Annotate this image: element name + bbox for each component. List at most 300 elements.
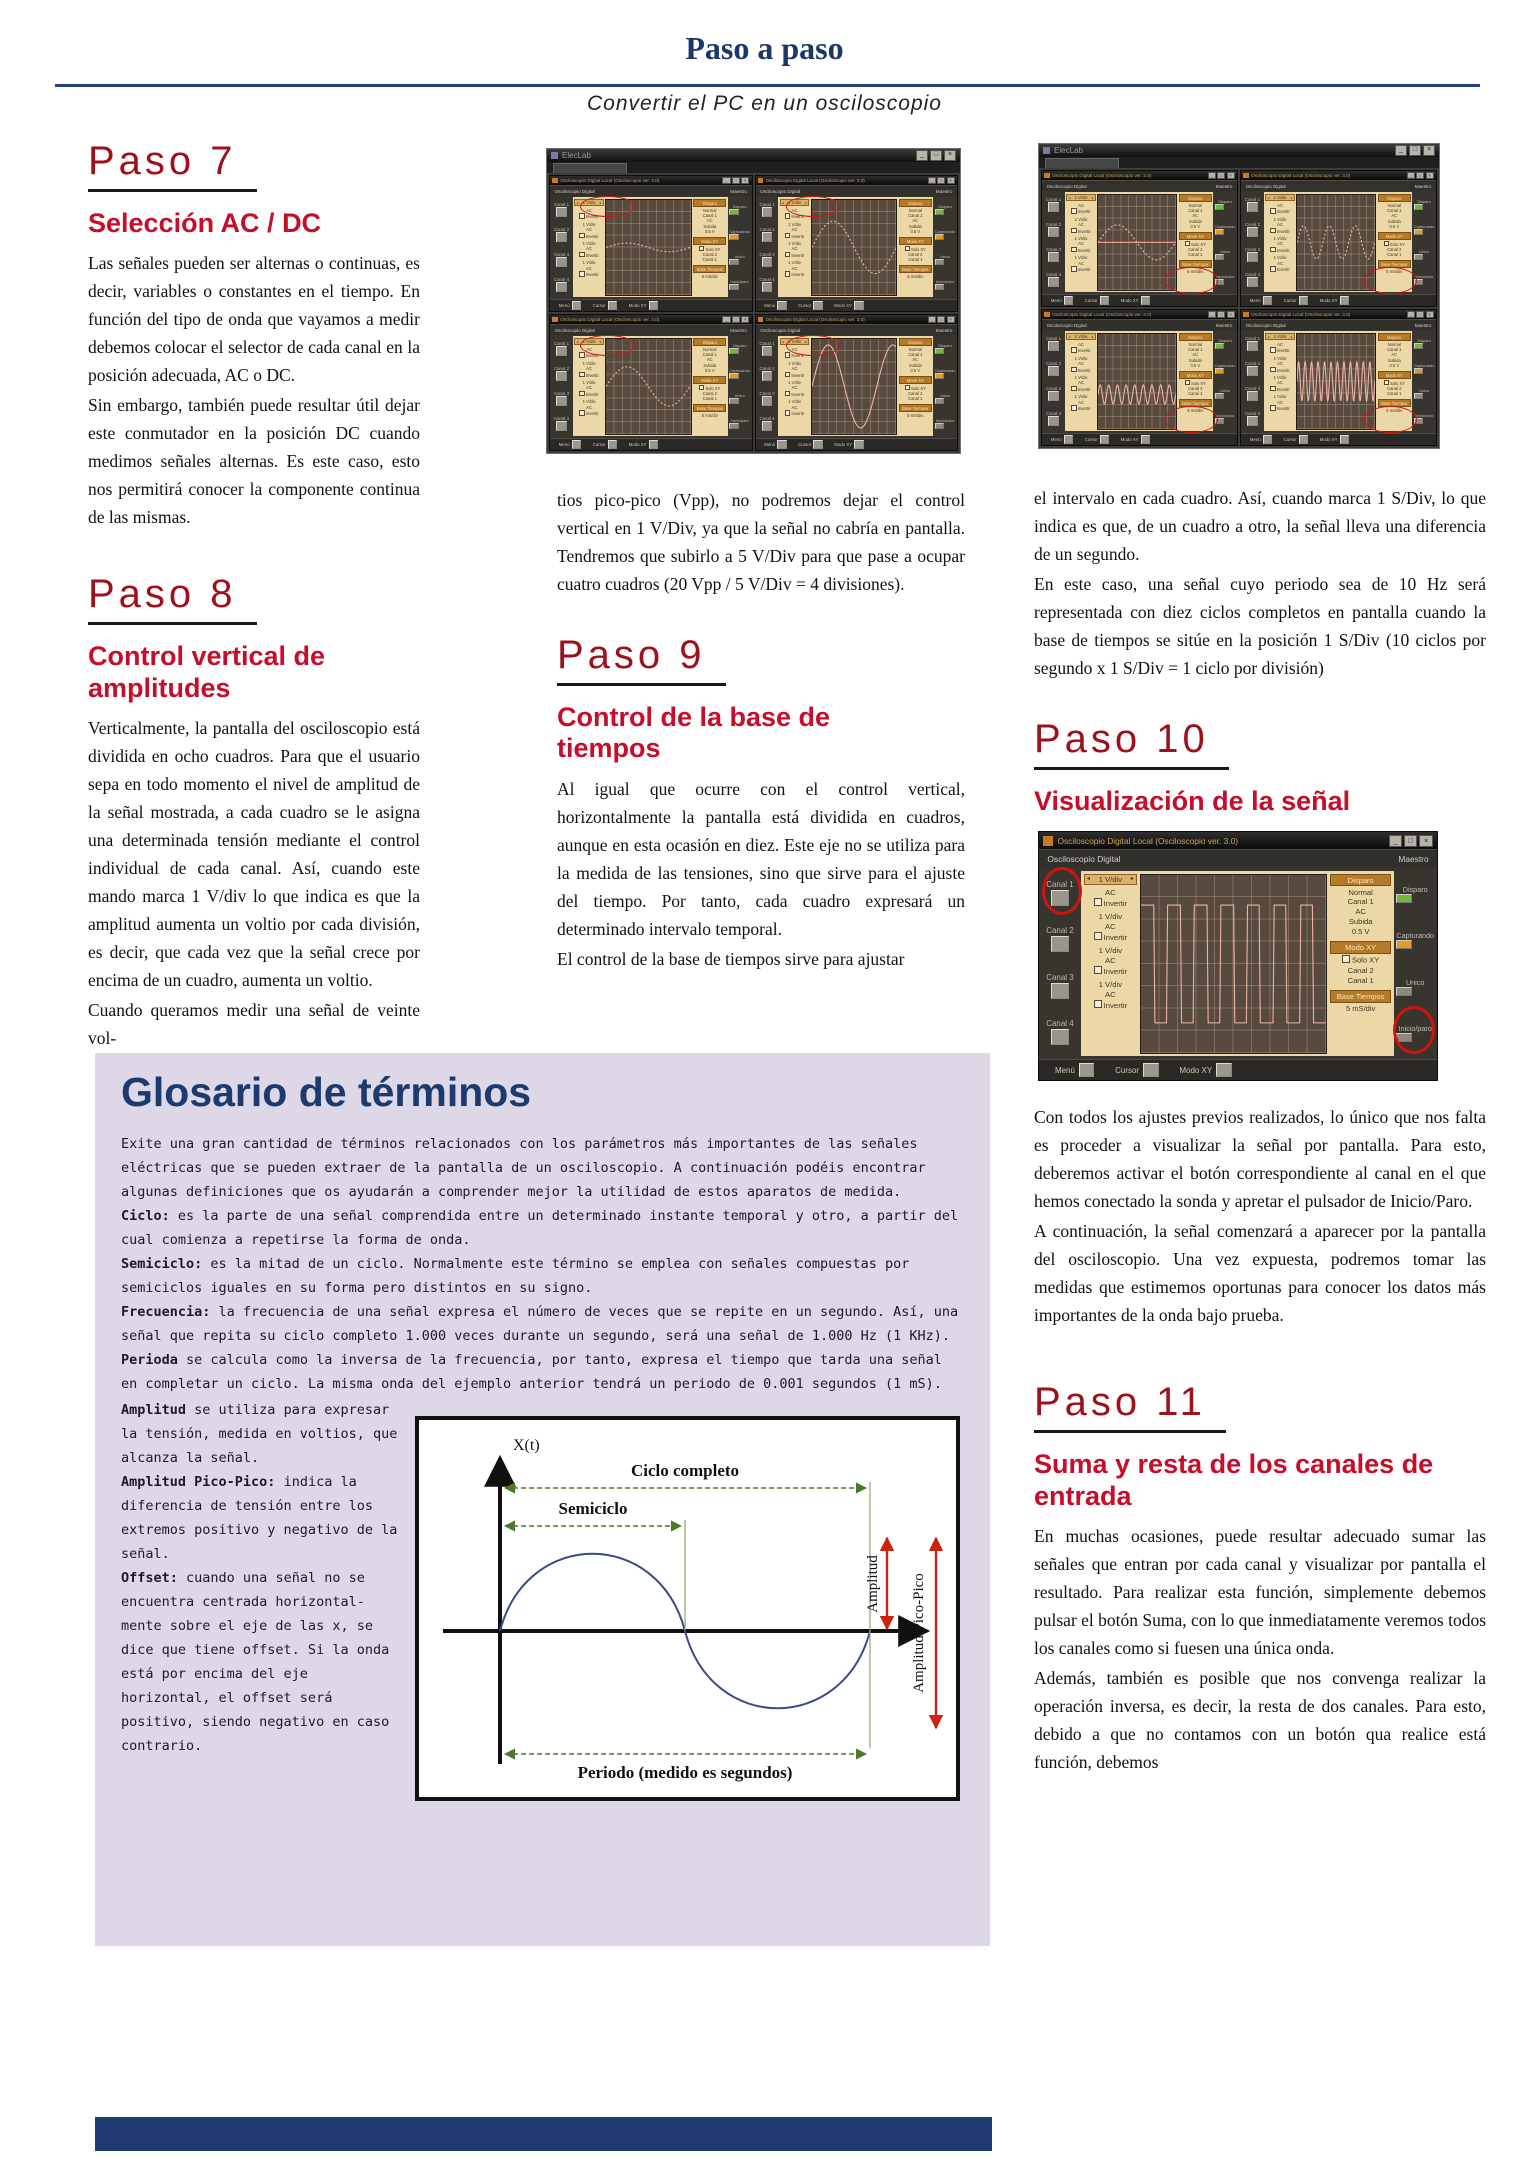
- modo-xy-button: Modo XY: [834, 440, 864, 449]
- minimize-icon: _: [1407, 172, 1415, 179]
- disparo-section: Disparo Normal Canal 1 AC Subida 0.5 V: [693, 338, 726, 373]
- vdiv-dropdown: ◄ 1 V/div ►: [575, 200, 603, 206]
- annotation-ellipse: [1364, 406, 1417, 434]
- scope-body: [756, 335, 958, 438]
- gray-button: [935, 284, 945, 290]
- menu-button: Menú: [559, 440, 582, 449]
- canal-4-button: [1051, 1029, 1069, 1045]
- canal-2-settings: 1 V/div AC Invertir: [1084, 912, 1138, 943]
- solo-xy-checkbox: [1185, 380, 1190, 385]
- status-column: [729, 336, 750, 436]
- app-icon: [758, 178, 764, 184]
- window-titlebar: [550, 176, 752, 185]
- modo-xy-section: Modo XY Solo XY Canal 2 Canal 1: [1378, 232, 1411, 258]
- inicio-paro-button: Inicio/paro: [1396, 1024, 1434, 1042]
- modo-xy-button: Modo XY: [1320, 435, 1350, 444]
- close-icon: ×: [1227, 172, 1235, 179]
- outer-app-icon: [1043, 147, 1050, 154]
- cursor-button: Cursor: [798, 440, 823, 449]
- solo-xy-checkbox: [699, 385, 704, 390]
- paso8-paragraph: Cuando queramos medir una señal de veinte vol-: [88, 999, 420, 1048]
- bottom-toolbar: [756, 299, 958, 311]
- gray-button: [729, 423, 739, 429]
- window-title: Osciloscopio Digital Local (Osciloscopio ver. 3.0): [1057, 835, 1239, 846]
- solo-xy-checkbox: [905, 385, 910, 390]
- arrow-left-icon: ◄: [1067, 334, 1071, 339]
- disparo-section: Disparo Normal Canal 1 AC Subida 0.5 V: [899, 338, 932, 373]
- menu-button: Menú: [1051, 296, 1074, 305]
- close-icon: ×: [741, 316, 749, 323]
- inicio-paro-button: Inicio/paro: [729, 279, 750, 290]
- paso8-heading: Paso 8: [88, 573, 420, 625]
- channel-column: [552, 336, 572, 436]
- base-tiempos-section: Base Tiempos 5 mS/div: [693, 404, 726, 418]
- invert-checkbox: [1094, 898, 1102, 906]
- menu-button: Menú: [1055, 1063, 1094, 1077]
- arrow-right-icon: ►: [1091, 195, 1095, 200]
- cursor-button: Cursor: [593, 301, 618, 310]
- outer-app-icon: [551, 152, 558, 159]
- outer-window-controls: _ □ ×: [1395, 145, 1435, 156]
- canal-1-button: [1048, 202, 1059, 212]
- invert-checkbox: [785, 213, 790, 218]
- outer-window-titlebar: ElecLab _ □ ×: [547, 149, 960, 162]
- cursor-button: Cursor: [1284, 435, 1309, 444]
- disparo-led: Disparo: [1215, 199, 1236, 210]
- canal-4-settings: 1 V/div AC Invertir: [780, 260, 809, 278]
- vdiv-dropdown: ◄ 1 V/div ►: [1266, 334, 1294, 340]
- half-cycle-label: Semiciclo: [558, 1499, 628, 1518]
- column-right: [1034, 484, 1486, 1778]
- app-title: Osciloscopio Digital: [554, 188, 595, 194]
- invert-checkbox: [579, 213, 584, 218]
- bottom-toolbar: [1042, 433, 1237, 445]
- annotation-ellipse: [1165, 267, 1218, 295]
- paso8-subheading: Control vertical de amplitudes: [88, 641, 326, 703]
- paso9-continuation: En este caso, una señal cuyo periodo sea de 10 Hz será representada con diez ciclos completos en pantalla cuando la base de tiempos se sitúe en la posición 1 S/Div (10 ciclos por segundo x 1 S/Div = 1 ciclo por división): [1034, 574, 1486, 678]
- solo-xy-checkbox: [1185, 241, 1190, 246]
- window-controls: [928, 316, 955, 323]
- disparo-section: Disparo Normal Canal 1 AC Subida 0.5 V: [693, 199, 726, 234]
- app-icon: [552, 178, 558, 184]
- canal-3-button: [1048, 252, 1059, 262]
- cursor-button: Cursor: [798, 301, 823, 310]
- glossary-title: Glosario de términos: [121, 1069, 532, 1115]
- page-title: Paso a paso: [685, 30, 844, 66]
- canal-1-button: [1048, 341, 1059, 351]
- canal-1-button: [556, 207, 567, 217]
- status-column: [729, 197, 750, 297]
- arrow-right-icon: ►: [1290, 195, 1294, 200]
- invert-checkbox: [1270, 247, 1275, 252]
- gray-button: [1414, 254, 1424, 260]
- invert-checkbox: [579, 372, 584, 377]
- window-controls: [1389, 835, 1433, 847]
- vdiv-dropdown: ◄ 1 V/div ►: [781, 200, 808, 206]
- column-left: [88, 140, 420, 1054]
- unico-button: Unico: [1414, 388, 1435, 399]
- green-led: [729, 348, 739, 354]
- period-label: Periodo (medido es segundos): [577, 1763, 793, 1782]
- canal-4-button: [556, 421, 567, 431]
- app-icon: [1243, 312, 1249, 318]
- invert-checkbox: [1270, 208, 1275, 213]
- close-icon: ×: [1426, 311, 1434, 318]
- paso9-subheading: Control de la base de tiempos: [557, 702, 831, 764]
- disparo-led: Disparo: [1396, 885, 1434, 903]
- window-title: Osciloscopio Digital Local (Osciloscopio ver. 3.0): [560, 178, 660, 184]
- canal-3-button: [556, 396, 567, 406]
- canal-1-settings: AC Invertir: [574, 347, 603, 359]
- trigger-settings: [899, 338, 932, 435]
- app-header: [1042, 319, 1237, 330]
- canal-3-settings: 1 V/div AC Invertir: [574, 241, 603, 259]
- canal-2-settings: 1 V/div AC Invertir: [574, 222, 603, 240]
- canal-3: Canal 3: [552, 391, 572, 407]
- bottom-toolbar: [1241, 433, 1436, 445]
- canal-1-button: [1247, 341, 1258, 351]
- minimize-icon: _: [928, 177, 936, 184]
- app-header: [756, 324, 958, 335]
- maximize-icon: □: [1416, 172, 1424, 179]
- close-icon: ×: [1227, 311, 1235, 318]
- paso11-heading: Paso 11: [1034, 1381, 1486, 1433]
- app-icon: [552, 317, 558, 323]
- canal-2: Canal 2: [757, 366, 777, 382]
- app-icon: [1243, 173, 1249, 179]
- canal-1-settings: AC Invertir: [780, 347, 809, 359]
- modo-xy-button: Modo XY: [629, 440, 659, 449]
- disparo-led: Disparo: [1414, 199, 1435, 210]
- canal-2-button: [556, 232, 567, 242]
- scope-body: [756, 196, 958, 299]
- canal-4-button: [1247, 416, 1258, 426]
- inicio-paro-button: Inicio/paro: [1414, 274, 1435, 285]
- maximize-icon: □: [1404, 835, 1417, 847]
- disparo-section: Disparo Normal Canal 1 AC Subida 0.5 V: [1179, 194, 1212, 229]
- window-title: Osciloscopio Digital Local (Osciloscopio ver. 3.0): [765, 317, 865, 323]
- invert-checkbox: [785, 252, 790, 257]
- app-icon: [758, 317, 764, 323]
- invert-checkbox: [1270, 347, 1275, 352]
- canal-2-button: [1048, 227, 1059, 237]
- unico-button: Unico: [1215, 388, 1236, 399]
- mode-label: Maestro: [1398, 853, 1429, 864]
- capturando-led: Capturando: [1215, 224, 1236, 235]
- menu-button: Menú: [1250, 435, 1273, 444]
- arrow-left-icon: ◄: [781, 339, 785, 344]
- canal-1: Canal 1: [1044, 336, 1064, 352]
- glossary-term: Semiciclo: es la mitad de un ciclo. Normalmente este término se emplea con señales compuestas por semiciclos iguales en su forma pero distintos en su signo.: [121, 1256, 910, 1296]
- gray-button: [1215, 254, 1225, 260]
- annotation-ellipse: [786, 335, 840, 356]
- modo-xy-section: Modo XY Solo XY Canal 2 Canal 1: [1179, 232, 1212, 258]
- canal-3-button: [1048, 391, 1059, 401]
- canal-3: Canal 3: [757, 252, 777, 268]
- app-header: [1042, 180, 1237, 191]
- solo-xy-checkbox: [1342, 955, 1350, 963]
- invert-checkbox: [1071, 208, 1076, 213]
- paso8-paragraph: Verticalmente, la pantalla del osciloscopio está dividida en ocho cuadros. Para que el usuario sepa en todo momento el nivel de amplitud de la señal mostrada, a cada cuadro se le asigna una determinada tensión mediante el control individual de cada canal. Así, cuando este mando marca 1 V/div lo que indica es que la amplitud aumenta un voltio por cada división, es decir, que cada vez que la señal crece por encima de un cuadro, aumenta un voltio.: [88, 717, 420, 990]
- modo-xy-section: Modo XY Solo XY Canal 2 Canal 1: [1330, 941, 1390, 985]
- waveform: [1141, 875, 1326, 1053]
- canal-2: Canal 2: [1044, 222, 1064, 238]
- disparo-section: Disparo Normal Canal 1 AC Subida 0.5 V: [1330, 874, 1390, 937]
- osciloscopio-window: [1240, 170, 1437, 307]
- canal-2: Canal 2: [1042, 926, 1078, 954]
- unico-button: Unico: [935, 393, 956, 404]
- disparo-section: Disparo Normal Canal 1 AC Subida 0.5 V: [1378, 333, 1411, 368]
- vertical-settings: [1066, 194, 1095, 291]
- scope-body: [1039, 868, 1437, 1060]
- canal-1-settings: AC Invertir: [1265, 342, 1294, 354]
- canal-3-button: [1051, 983, 1069, 999]
- invert-checkbox: [1071, 266, 1076, 271]
- canal-3-settings: 1 V/div AC Invertir: [1084, 946, 1138, 977]
- canal-4-button: [762, 282, 773, 292]
- invert-checkbox: [1071, 386, 1076, 391]
- annotation-ellipse: [1165, 406, 1218, 434]
- app-title: Osciloscopio Digital: [1046, 183, 1087, 189]
- canal-1: Canal 1: [552, 341, 572, 357]
- window-title: Osciloscopio Digital Local (Osciloscopio ver. 3.0): [765, 178, 865, 184]
- canal-4: Canal 4: [1044, 272, 1064, 288]
- gray-button: [1396, 987, 1412, 996]
- annotation-ellipse: [580, 335, 634, 356]
- canal-1-settings: AC Invertir: [1066, 203, 1095, 215]
- app-icon: [1044, 312, 1050, 318]
- channel-column: [757, 197, 777, 297]
- canal-1: Canal 1: [1243, 197, 1263, 213]
- window-titlebar: [756, 176, 958, 185]
- osciloscopio-window: [755, 314, 959, 451]
- arrow-right-icon: ►: [804, 339, 808, 344]
- paso8-continuation: tios pico-pico (Vpp), no podremos dejar el control vertical en 1 V/Div, ya que la señal no cabría en pantalla. Tendremos que subirlo a 5 V/Div para que pase a ocupar cuatro cuadros (20 Vpp / 5 V/Div = 4 divisiones).: [557, 490, 965, 594]
- app-title: Osciloscopio Digital: [1245, 322, 1286, 328]
- scope-body: [550, 335, 752, 438]
- mode-label: Maestro: [1414, 183, 1432, 189]
- modo-xy-button: Modo XY: [834, 301, 864, 310]
- canal-3-button: [1247, 252, 1258, 262]
- solo-xy-checkbox: [905, 246, 910, 251]
- channel-column: [1243, 331, 1263, 431]
- invert-checkbox: [785, 352, 790, 357]
- paso11-subheading: Suma y resta de los canales de entrada: [1034, 1449, 1434, 1511]
- canal-1-button: [556, 346, 567, 356]
- maximize-icon: □: [937, 177, 945, 184]
- screenshot-grid-2: [1038, 143, 1440, 449]
- waveform: [1098, 334, 1176, 429]
- green-led: [1215, 204, 1225, 210]
- canal-1-settings: AC Invertir: [1265, 203, 1294, 215]
- osciloscopio-window: [755, 175, 959, 312]
- arrow-right-icon: ►: [1290, 334, 1294, 339]
- glossary-term: Amplitud Pico-Pico: indica la diferencia de tensión entre los extremos positivo y negativo de la señal.: [121, 1474, 398, 1562]
- canal-4-settings: 1 V/div AC Invertir: [1066, 394, 1095, 412]
- arrow-right-icon: ►: [1129, 876, 1136, 883]
- bottom-toolbar: [1042, 294, 1237, 306]
- inicio-paro-button: Inicio/paro: [1215, 413, 1236, 424]
- vdiv-dropdown: ◄ 1 V/div ►: [575, 339, 603, 345]
- orange-led: [935, 373, 945, 379]
- canal-3-button: [762, 257, 773, 267]
- bottom-toolbar: [550, 299, 752, 311]
- canal-2: Canal 2: [552, 227, 572, 243]
- mode-label: Maestro: [935, 327, 953, 333]
- canal-4-settings: 1 V/div AC Invertir: [574, 260, 603, 278]
- outer-tab-strip: [1039, 157, 1439, 168]
- canal-4: Canal 4: [552, 416, 572, 432]
- close-icon: ×: [947, 316, 955, 323]
- canal-3-button: [1247, 391, 1258, 401]
- mode-label: Maestro: [935, 188, 953, 194]
- canal-4: Canal 4: [757, 277, 777, 293]
- capturando-led: Capturando: [935, 229, 956, 240]
- canal-2-button: [762, 232, 773, 242]
- channel-column: [1044, 331, 1064, 431]
- app-icon: [1043, 836, 1053, 846]
- canal-4-settings: 1 V/div AC Invertir: [1265, 394, 1294, 412]
- invert-checkbox: [579, 271, 584, 276]
- paso10-heading: Paso 10: [1034, 718, 1486, 770]
- paso9-continuation: el intervalo en cada cuadro. Así, cuando marca 1 S/Div, lo que indica es que, de un cuadro a otro, la señal lleva una diferencia de un segundo.: [1034, 488, 1486, 564]
- minimize-icon: _: [928, 316, 936, 323]
- invert-checkbox: [1094, 966, 1102, 974]
- channel-column: [1243, 192, 1263, 292]
- osciloscopio-window: [549, 175, 753, 312]
- canal-3: Canal 3: [1042, 973, 1078, 1001]
- orange-led: [1396, 940, 1412, 949]
- modo-xy-section: Modo XY Solo XY Canal 2 Canal 1: [899, 237, 932, 263]
- channel-column: [1044, 192, 1064, 292]
- maximize-icon: □: [1416, 311, 1424, 318]
- window-controls: [1208, 172, 1235, 179]
- mode-label: Maestro: [730, 188, 747, 194]
- canal-3: Canal 3: [1243, 247, 1263, 263]
- minimize-icon: _: [1208, 311, 1216, 318]
- modo-xy-button: Modo XY: [1121, 435, 1151, 444]
- window-titlebar: [1042, 171, 1237, 180]
- canal-2-button: [1247, 366, 1258, 376]
- base-tiempos-section: Base Tiempos 5 mS/div: [1378, 260, 1411, 274]
- green-led: [1215, 343, 1225, 349]
- gray-button: [729, 284, 739, 290]
- green-led: [729, 209, 739, 215]
- canal-4-button: [556, 282, 567, 292]
- modo-xy-button: Modo XY: [1121, 296, 1151, 305]
- arrow-left-icon: ◄: [1085, 876, 1091, 883]
- gray-button: [1414, 393, 1424, 399]
- paso7-paragraph: Sin embargo, también puede resultar útil dejar este conmutador en la posición DC cuando medimos señales alternas. Es este caso, esto nos permitirá conocer la componente continua de las mismas.: [88, 395, 420, 528]
- app-title: Osciloscopio Digital: [760, 327, 801, 333]
- orange-led: [1414, 368, 1424, 374]
- canal-1: Canal 1: [1243, 336, 1263, 352]
- close-icon: ×: [1419, 835, 1432, 847]
- canal-1: Canal 1: [1042, 880, 1078, 908]
- canal-1: Canal 1: [757, 202, 777, 218]
- paso7-subheading: Selección AC / DC: [88, 208, 322, 238]
- annotation-ellipse: [1364, 267, 1417, 295]
- canal-4: Canal 4: [1042, 1019, 1078, 1047]
- waveform: [1297, 334, 1375, 429]
- glossary-side-terms: [121, 1398, 403, 1801]
- disparo-led: Disparo: [935, 204, 956, 215]
- vdiv-dropdown: ◄ 1 V/div ►: [1067, 195, 1095, 201]
- invert-checkbox: [1071, 367, 1076, 372]
- canal-3: Canal 3: [1044, 386, 1064, 402]
- base-tiempos-section: Base Tiempos 5 mS/div: [1330, 990, 1390, 1014]
- invert-checkbox: [1270, 367, 1275, 372]
- canal-1: Canal 1: [552, 202, 572, 218]
- header-rule: [55, 84, 1480, 87]
- app-title: Osciloscopio Digital: [1047, 853, 1121, 864]
- mode-label: Maestro: [730, 327, 747, 333]
- vertical-settings: [1066, 333, 1095, 430]
- canal-1-settings: AC Invertir: [780, 208, 809, 220]
- window-titlebar: [756, 315, 958, 324]
- canal-2: Canal 2: [1044, 361, 1064, 377]
- canal-1: Canal 1: [757, 341, 777, 357]
- annotation-ellipse: [1042, 867, 1082, 915]
- bottom-toolbar: [756, 438, 958, 450]
- invert-checkbox: [579, 252, 584, 257]
- canal-3-settings: 1 V/div AC Invertir: [780, 241, 809, 259]
- maximize-icon: □: [1217, 311, 1225, 318]
- capturando-led: Capturando: [1215, 363, 1236, 374]
- app-header: [550, 324, 752, 335]
- sine-wave-diagram: [415, 1416, 960, 1801]
- solo-xy-checkbox: [1384, 241, 1389, 246]
- canal-2-settings: 1 V/div AC Invertir: [780, 361, 809, 379]
- osciloscopio-window: [549, 314, 753, 451]
- cursor-button: Cursor: [1115, 1063, 1158, 1077]
- modo-xy-section: Modo XY Solo XY Canal 2 Canal 1: [1179, 371, 1212, 397]
- modo-xy-button: Modo XY: [1320, 296, 1350, 305]
- app-header: [756, 185, 958, 196]
- gray-button: [1215, 393, 1225, 399]
- canal-2-button: [1048, 366, 1059, 376]
- orange-led: [1215, 229, 1225, 235]
- base-tiempos-section: Base Tiempos 5 mS/div: [899, 265, 932, 279]
- menu-button: Menú: [764, 440, 787, 449]
- green-led: [935, 209, 945, 215]
- orange-led: [1414, 229, 1424, 235]
- canal-2: Canal 2: [757, 227, 777, 243]
- app-title: Osciloscopio Digital: [1245, 183, 1286, 189]
- canal-3: Canal 3: [757, 391, 777, 407]
- gray-button: [935, 398, 945, 404]
- unico-button: Unico: [729, 393, 750, 404]
- capturando-led: Capturando: [729, 368, 750, 379]
- disparo-led: Disparo: [935, 343, 956, 354]
- window-title: Osciloscopio Digital Local (Osciloscopio ver. 3.0): [1251, 173, 1351, 179]
- disparo-led: Disparo: [729, 204, 750, 215]
- glossary-term: Frecuencia: la frecuencia de una señal expresa el número de veces que se repite en un segundo. Así, una señal que repita su ciclo completo 1.000 veces durante un segundo, será una señal de 1.000 Hz (1 KHz).: [121, 1304, 959, 1344]
- paso11-paragraph: Además, también es posible que nos convenga realizar la operación inversa, es decir, la resta de dos canales. Para esto, debido a que no contamos con un botón qua realice está función, debemos: [1034, 1667, 1486, 1772]
- invert-checkbox: [1270, 228, 1275, 233]
- capturando-led: Capturando: [935, 368, 956, 379]
- footer-bar: [95, 2117, 992, 2151]
- window-titlebar: [1042, 310, 1237, 319]
- invert-checkbox: [579, 410, 584, 415]
- canal-4: Canal 4: [552, 277, 572, 293]
- canal-4: Canal 4: [1243, 272, 1263, 288]
- green-led: [935, 348, 945, 354]
- annotation-ellipse: [580, 196, 634, 217]
- osciloscopio-window: [1038, 831, 1438, 1081]
- minimize-icon: _: [722, 177, 730, 184]
- app-title: Osciloscopio Digital: [1046, 322, 1087, 328]
